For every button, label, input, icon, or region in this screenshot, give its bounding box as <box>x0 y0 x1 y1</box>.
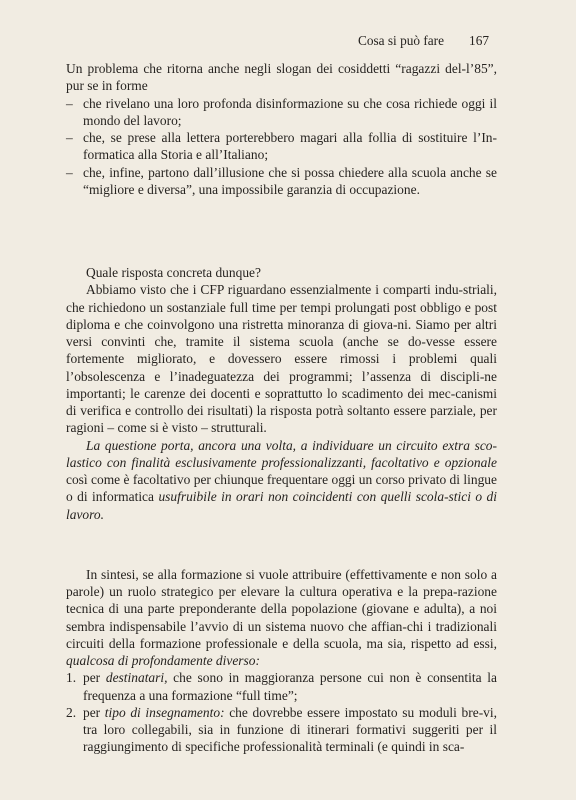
intro-paragraph: Un problema che ritorna anche negli slogan dei cosiddetti “ragazzi del-l’85”, pur se in forme <box>66 61 497 94</box>
list-item <box>66 669 497 704</box>
summary-paragraph <box>66 566 497 670</box>
italic-text: usufruibile in orari non coincidenti con quelli scola-stici o di lavoro. <box>66 489 497 522</box>
italic-text: La questione porta, ancora una volta, a individuare un circuito extra sco-lastico con finalità esclusivamente professionalizzanti, facoltativo e opzionale <box>66 437 497 470</box>
body-paragraph: Abbiamo visto che i CFP riguardano essenzialmente i comparti indu-striali, che richiedono un sostanziale full time per tempi prolungati post obbligo e post diploma e che coinvolgono una ristretta minoranza di giova-ni. Siamo per altri versi convinti che, tramite il sistema scuola (anche se do-vesse essere fortemente migliorato, e dovessero essere rimossi i problemi quali l’obsolescenza e l’inadeguatezza dei programmi; l’assenza di discipli-ne importanti; le carenze dei docenti e soprattutto lo scadimento dei mec-canismi di verifica e controllo dei risultati) la risposta potrà soltanto essere parziale, per ragioni – come si è visto – strutturali. <box>66 282 497 436</box>
item-italic: destinatari, <box>105 670 168 686</box>
item-prefix: per <box>83 670 106 686</box>
page-number: 167 <box>469 33 489 48</box>
item-number: 1. <box>66 670 77 686</box>
section-spacer <box>66 198 497 264</box>
roman-text: In sintesi, se alla formazione si vuole attribuire (effettivamente e non solo a parole) un ruolo strategico per elevare la cultura operativa e la prepa-razione tecnica di una parte preponderante della popolazione (giovane e adulta), a noi sembra indispensabile l’avvio di un sistema nuovo che affian-chi i tradizionali circuiti della formazione professionale e della scuola, ma sia, rispetto ad essi, <box>66 566 497 651</box>
section-spacer <box>66 523 497 566</box>
page-body <box>66 60 497 756</box>
list-item <box>66 704 497 756</box>
item-number: 2. <box>66 704 77 720</box>
item-prefix: per <box>83 704 105 720</box>
italic-text: qualcosa di profondamente diverso: <box>66 653 260 668</box>
page-header <box>0 33 489 51</box>
list-item-text: che rivelano una loro profonda disinformazione su che cosa richiede oggi il mondo del lavoro; <box>83 95 497 128</box>
running-title: Cosa si può fare <box>357 33 444 48</box>
item-text: che dovrebbe essere impostato su moduli bre-vi, tra loro collegabili, sia in funzione di itinerari formativi suggeriti per il raggiungimento di specifiche professionalità terminali (e quindi in sca- <box>83 704 497 755</box>
emphasis-paragraph <box>66 437 497 523</box>
dash-marker: – <box>66 95 73 111</box>
list-item-text: che, se prese alla lettera porterebbero magari alla follia di sostituire l’In-formatica alla Storia e all’Italiano; <box>83 130 497 163</box>
list-item-text: che, infine, partono dall’illusione che si possa chiedere alla scuola anche se “migliore e diversa”, una impossibile garanzia di occupazione. <box>83 164 497 197</box>
list-item <box>66 129 497 164</box>
question-line: Quale risposta concreta dunque? <box>86 265 261 280</box>
dash-list <box>66 95 497 199</box>
list-item <box>66 164 497 199</box>
dash-marker: – <box>66 164 73 180</box>
item-text: che sono in maggioranza persone cui non è consentita la frequenza a una formazione “full time”; <box>83 670 497 703</box>
dash-marker: – <box>66 130 73 145</box>
list-item <box>66 95 497 130</box>
roman-text: così come è facoltativo per chiunque frequentare oggi un corso privato di lingue o di informatica <box>66 472 497 505</box>
item-italic: tipo di insegnamento: <box>104 704 225 720</box>
numbered-list <box>66 669 497 755</box>
